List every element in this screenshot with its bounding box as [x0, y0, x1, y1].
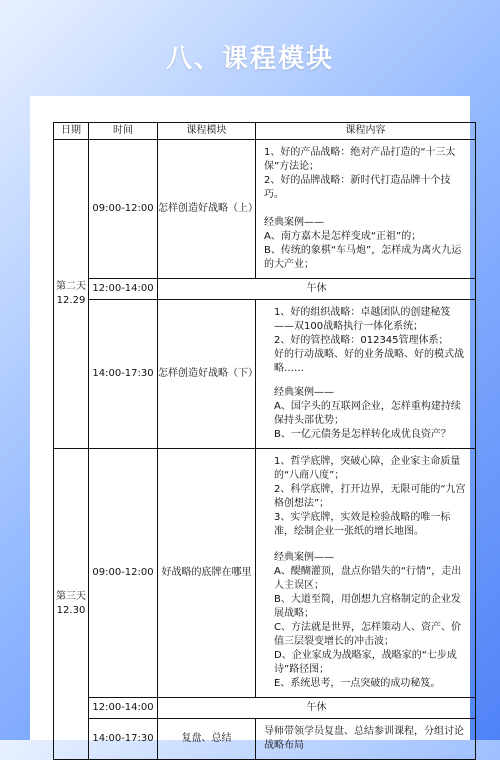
content-line: C、方法就是世界，怎样策动人、资产、价值三层裂变增长的冲击波；	[274, 622, 461, 647]
content-line: 经典案例——	[274, 387, 334, 398]
time-cell: 14:00-17:30	[89, 300, 158, 449]
course-card	[30, 96, 470, 751]
table-header-row	[54, 123, 476, 140]
course-table	[53, 122, 476, 760]
content-line: A、醍醐灌顶，盘点你错失的“行情”，走出人主误区；	[274, 566, 462, 591]
header-date: 日期	[54, 123, 89, 140]
date-cell-day3	[54, 449, 89, 760]
content-cell	[256, 449, 476, 698]
date-cell-day2	[54, 140, 89, 449]
table-row	[54, 140, 476, 279]
time-cell: 14:00-17:30	[89, 719, 158, 760]
content-line: B、大道至简，用创想九宫格制定的企业发展战略；	[274, 594, 461, 619]
content-line: 2、科学底牌，打开边界，无限可能的“九宫格创想法”；	[274, 484, 466, 509]
time-cell: 12:00-14:00	[89, 279, 158, 300]
header-module: 课程模块	[158, 123, 256, 140]
rest-cell: 午休	[158, 698, 476, 719]
content-spacer	[264, 202, 467, 216]
date-day3-value: 12.30	[56, 605, 86, 616]
page-title: 八、课程模块	[165, 44, 334, 74]
rest-cell: 午休	[158, 279, 476, 300]
content-cell	[256, 140, 476, 279]
module-cell: 怎样创造好战略（上）	[158, 140, 256, 279]
time-cell: 09:00-12:00	[89, 449, 158, 698]
content-line: 1、好的组织战略：卓越团队的创建秘笈——双100战略执行一体化系统；	[274, 307, 451, 332]
content-spacer	[264, 376, 467, 386]
content-line: B、传统的象棋“车马炮”，怎样成为离火九运的大产业；	[264, 245, 462, 270]
header-time: 时间	[89, 123, 158, 140]
content-cell	[256, 719, 476, 760]
time-cell: 12:00-14:00	[89, 698, 158, 719]
content-line: 2、好的品牌战略：新时代打造品牌十个技巧。	[264, 175, 451, 200]
content-line: 2、好的管控战略：012345管理体系；	[274, 335, 449, 346]
content-line: D、企业家成为战略家，战略家的“七步成诗”路径图；	[274, 650, 457, 675]
time-cell: 09:00-12:00	[89, 140, 158, 279]
content-spacer	[264, 539, 467, 551]
date-day2-value: 12.29	[56, 295, 86, 306]
content-line: A、南方嘉木是怎样变成“正祖”的；	[264, 231, 422, 242]
content-line: B、一亿元债务是怎样转化成优良资产？	[274, 429, 451, 440]
content-line: 好的行动战略、好的业务战略、好的模式战略……	[274, 349, 464, 374]
content-cell	[256, 300, 476, 449]
date-day2-label: 第二天	[56, 281, 86, 292]
module-cell: 复盘、总结	[158, 719, 256, 760]
header-content: 课程内容	[256, 123, 476, 140]
module-cell: 好战略的底牌在哪里	[158, 449, 256, 698]
table-row	[54, 300, 476, 449]
content-line: 导师带领学员复盘、总结参训课程，分组讨论战略布局	[264, 726, 464, 751]
content-line: 3、实学底牌，实效是检验战略的唯一标准，绘制企业一张纸的增长地图。	[274, 512, 451, 537]
content-line: 经典案例——	[264, 217, 324, 228]
module-cell: 怎样创造好战略（下）	[158, 300, 256, 449]
table-row	[54, 279, 476, 300]
date-day3-label: 第三天	[56, 591, 86, 602]
content-line: A、国字头的互联网企业，怎样重构建持续保持头部优势；	[274, 401, 461, 426]
content-line: 经典案例——	[274, 552, 334, 563]
content-line: E、系统思考，一点突破的成功秘笈。	[274, 678, 441, 689]
table-row	[54, 698, 476, 719]
content-line: 1、好的产品战略：绝对产品打造的“十三太保”方法论；	[264, 147, 456, 172]
table-row	[54, 449, 476, 698]
table-row	[54, 719, 476, 760]
content-line: 1、哲学底牌，突破心障，企业家主命质量的“八商八度”；	[274, 456, 461, 481]
